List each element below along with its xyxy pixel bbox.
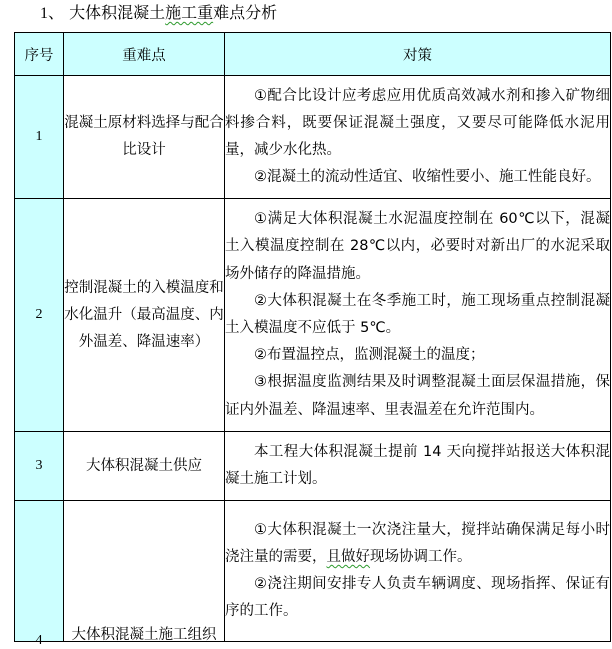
- row-key-point: 大体积混凝土供应: [64, 432, 225, 501]
- measure-item: ①配合比设计应考虑应用优质高效减水剂和掺入矿物细料掺合料，既要保证混凝土强度，又要尽可能降低水泥用量，减少水化热。: [225, 87, 610, 158]
- section-title: [40, 2, 277, 25]
- title-text-end: 难点分析: [213, 3, 278, 22]
- header-key-point: 重难点: [64, 33, 225, 76]
- grammar-flagged-text: 且做好: [326, 548, 370, 565]
- row-key-point-text: 大体积混凝土施工组织: [71, 627, 217, 643]
- row-measures: [225, 199, 611, 432]
- measure-item: ②浇注期间安排专人负责车辆调度、现场指挥、保证有序的工作。: [225, 576, 610, 620]
- row-key-point: 控制混凝土的入模温度和水化温升（最高温度、内外温差、降温速率）: [64, 199, 225, 432]
- measure-item: [225, 517, 610, 571]
- header-index: 序号: [15, 33, 64, 76]
- measure-item: ③根据温度监测结果及时调整混凝土面层保温措施，保证内外温差、降温速率、里表温差在允许范围内。: [225, 374, 610, 418]
- table-row: [15, 199, 611, 432]
- row-measures: [225, 432, 611, 501]
- measure-item: 本工程大体积混凝土提前 14 天向搅拌站报送大体积混凝土施工计划。: [225, 443, 610, 487]
- row-measures: [225, 76, 611, 199]
- title-text-start: 大体积混凝土: [69, 3, 166, 22]
- measure-item: ①满足大体积混凝土水泥温度控制在 60℃以下，混凝土入模温度控制在 28℃以内，必要时对新出厂的水泥采取场外储存的降温措施。: [225, 211, 610, 282]
- measure-text: 现场协调工作。: [370, 548, 472, 565]
- measure-item: ②混凝土的流动性适宜、收缩性要小、施工性能良好。: [254, 169, 601, 186]
- row-index: 1: [15, 76, 64, 199]
- row-index: [15, 501, 64, 648]
- row-index: 3: [15, 432, 64, 501]
- table-row: [15, 501, 611, 642]
- row-index-value: 4: [35, 633, 43, 648]
- row-key-point: 混凝土原材料选择与配合比设计: [64, 76, 225, 199]
- difficulty-analysis-table: [14, 32, 611, 648]
- header-measures: 对策: [225, 33, 611, 76]
- table-row: [15, 76, 611, 199]
- row-key-point: [64, 501, 225, 642]
- table-header-row: [15, 33, 611, 76]
- measure-text: ①大体积混凝土一次浇注量大，搅拌站确保满足每小时浇注量的需要，: [225, 521, 610, 565]
- measure-item: ②大体积混凝土在冬季施工时，施工现场重点控制混凝土入模温度不应低于 5℃。: [225, 292, 610, 336]
- row-measures: [225, 501, 611, 642]
- title-grammar-flagged-text: 施工重: [165, 3, 214, 22]
- measure-item: ②布置温控点，监测混凝土的温度；: [254, 347, 485, 364]
- section-number: 1、: [40, 5, 65, 22]
- table-row: [15, 432, 611, 501]
- row-index: 2: [15, 199, 64, 432]
